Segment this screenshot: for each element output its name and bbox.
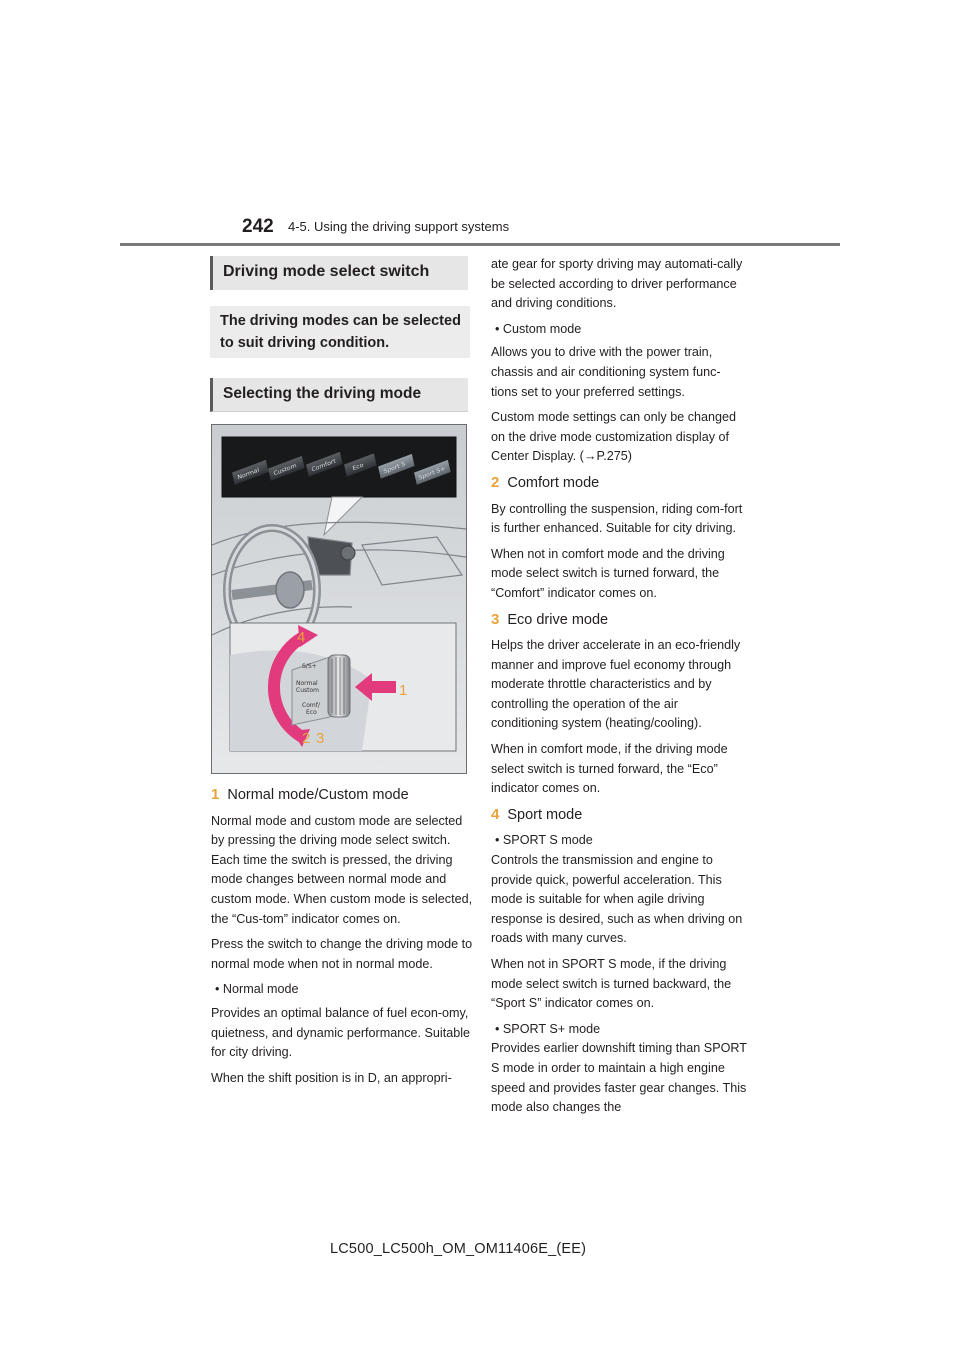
bullet-sport-s-mode: • SPORT S mode	[495, 833, 593, 848]
paragraph: By controlling the suspension, riding com-fort is further enhanced. Suitable for city driving.	[491, 501, 743, 536]
paragraph: Press the switch to change the driving mode to normal mode when not in normal mode.	[211, 937, 473, 971]
bullet-normal-mode: • Normal mode	[215, 982, 299, 997]
item-3-title: Eco drive mode	[507, 611, 609, 628]
item-1-heading	[211, 785, 473, 806]
left-column	[211, 779, 473, 1094]
item-4-heading	[491, 805, 747, 826]
callout-2: 2	[302, 730, 311, 747]
item-2-title: Comfort mode	[507, 474, 600, 491]
page-number: 242	[242, 216, 274, 237]
document-code: LC500_LC500h_OM_OM11406E_(EE)	[330, 1241, 587, 1257]
switch-location	[341, 546, 355, 560]
paragraph: Provides an optimal balance of fuel econ-omy, quietness, and dynamic performance. Suitable for city driving.	[211, 1005, 471, 1060]
bullet-custom-mode: • Custom mode	[495, 321, 582, 336]
item-4-title: Sport mode	[507, 806, 583, 823]
knob-label-custom: Custom	[296, 687, 319, 694]
mode-label-comfort: Comfort	[310, 457, 337, 474]
item-2-heading	[491, 473, 747, 494]
item-3-heading	[491, 610, 747, 631]
callout-4: 4	[297, 629, 306, 646]
paragraph: Helps the driver accelerate in an eco-friendly manner and improve fuel economy through moderate throttle characteristics and by controlling the operation of the air conditioning system (heating/cooling).	[491, 638, 741, 731]
heading-selecting-driving-mode: Selecting the driving mode	[210, 378, 468, 412]
knob-label-eco: Eco	[306, 709, 317, 716]
paragraph: Normal mode and custom mode are selected by pressing the driving mode select switch. Each time the switch is pressed, the driving mode changes between normal mode and custom mode. When custom mode is selected, the “Cus-tom” indicator comes on.	[211, 813, 473, 926]
callout-1: 1	[399, 682, 408, 699]
mode-label-eco: Eco	[351, 461, 365, 473]
paragraph: Controls the transmission and engine to provide quick, powerful acceleration. This mode is suitable for when agile driving response is desired, such as when driving on roads with many curves.	[491, 853, 743, 946]
knob-label-comfort: Comf/	[302, 702, 320, 709]
heading-driving-mode-select-switch: Driving mode select switch	[210, 256, 468, 290]
callout-3: 3	[316, 730, 325, 747]
paragraph: Provides earlier downshift timing than SPORT S mode in order to maintain a high engine speed and provides faster gear changes. This mode also changes the	[491, 1041, 747, 1115]
mode-label-custom: Custom	[272, 462, 298, 478]
paragraph: Custom mode settings can only be changed on the drive mode customization display of Center Display. (→P.275)	[491, 410, 737, 464]
mode-label-sport-s: Sport S	[382, 460, 407, 476]
item-1-title: Normal mode/Custom mode	[227, 787, 409, 803]
paragraph: When not in comfort mode and the driving mode select switch is turned forward, the “Comfort” indicator comes on.	[491, 546, 725, 600]
mode-label-normal: Normal	[236, 466, 260, 482]
paragraph: Allows you to drive with the power train, chassis and air conditioning system func-tions set to your preferred settings.	[491, 345, 721, 399]
mode-label-sport-s-plus: Sport S+	[417, 465, 447, 482]
paragraph: When the shift position is in D, an appropri-	[211, 1070, 452, 1085]
item-2-number: 2	[491, 473, 500, 491]
paragraph: When in comfort mode, if the driving mode select switch is turned forward, the “Eco” indicator comes on.	[491, 742, 728, 796]
knob-label-normal: Normal	[296, 680, 318, 687]
illustration-svg	[212, 425, 466, 773]
item-1-number: 1	[211, 786, 220, 803]
driving-mode-illustration	[211, 424, 467, 774]
item-4-number: 4	[491, 805, 500, 823]
item-3-number: 3	[491, 610, 500, 628]
paragraph: ate gear for sporty driving may automati-cally be selected according to driver performance and driving conditions.	[491, 257, 743, 311]
intro-text: The driving modes can be selected to suit driving condition.	[210, 306, 470, 358]
knob-label-sport: S/S+	[302, 663, 317, 670]
header-rule	[120, 243, 840, 246]
section-header: 4-5. Using the driving support systems	[288, 219, 510, 234]
right-column	[491, 255, 747, 1124]
bullet-sport-s-plus-mode: • SPORT S+ mode	[495, 1021, 601, 1036]
paragraph: When not in SPORT S mode, if the driving mode select switch is turned backward, the “Sport S” indicator comes on.	[491, 957, 732, 1011]
